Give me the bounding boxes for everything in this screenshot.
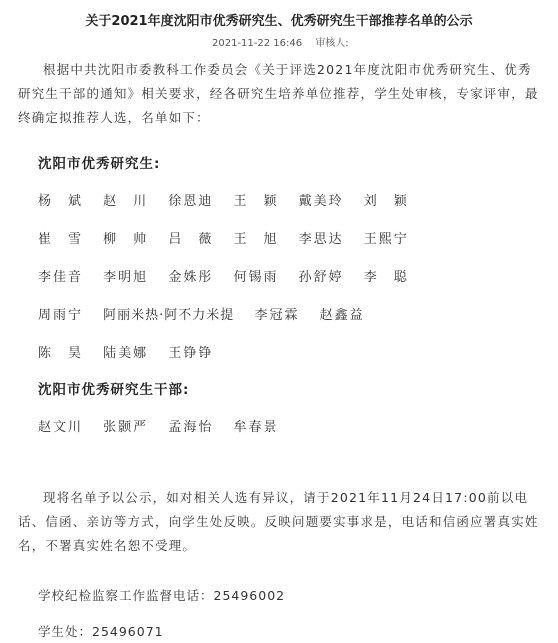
student-name: 陈 昊 xyxy=(38,346,84,361)
page-title: 关于2021年度沈阳市优秀研究生、优秀研究生干部推荐名单的公示 xyxy=(85,14,473,29)
student-name: 吕 薇 xyxy=(168,232,214,247)
student-name: 孙舒婷 xyxy=(298,270,344,285)
reviewer-label: 审核人: xyxy=(315,38,349,49)
student-name: 李冠霖 xyxy=(254,308,300,323)
student-name: 杨 斌 xyxy=(38,194,84,209)
student-name: 王铮铮 xyxy=(168,346,214,361)
student-name: 戴美玲 xyxy=(298,194,344,209)
student-name: 徐恩迪 xyxy=(168,194,214,209)
notice-paragraph: 现将名单予以公示，如对相关人选有异议，请于2021年11月24日17:00前以电话、信函、亲访等方式，向学生处反映。反映问题要实事求是，电话和信函应署真实姓名，不署真实姓名恕不受理。 xyxy=(18,490,539,553)
student-name: 赵 川 xyxy=(103,194,149,209)
student-name: 柳 帅 xyxy=(103,232,149,247)
name-row xyxy=(38,304,381,323)
name-row xyxy=(38,228,425,247)
student-name: 王 颖 xyxy=(233,194,279,209)
cadre-name: 孟海怡 xyxy=(168,420,214,435)
name-row xyxy=(38,342,229,361)
student-name: 金姝彤 xyxy=(168,270,214,285)
student-office-phone: 学生处：25496071 xyxy=(38,624,164,639)
student-name: 阿丽米热·阿不力米提 xyxy=(103,308,235,323)
student-name: 李佳音 xyxy=(38,270,84,285)
intro-paragraph: 根据中共沈阳市委教科工作委员会《关于评选2021年度沈阳市优秀研究生、优秀研究生干部的通知》相关要求，经各研究生培养单位推荐，学生处审核，专家评审，最终确定拟推荐人选，名单如下： xyxy=(18,62,539,125)
supervision-phone: 学校纪检监察工作监督电话：25496002 xyxy=(38,588,286,603)
name-row xyxy=(38,416,294,435)
student-name: 李明旭 xyxy=(103,270,149,285)
student-name: 李思达 xyxy=(298,232,344,247)
student-name: 陆美娜 xyxy=(103,346,149,361)
student-name: 李 聪 xyxy=(363,270,409,285)
student-name: 周雨宁 xyxy=(38,308,84,323)
student-name: 王熙宁 xyxy=(363,232,409,247)
student-name: 刘 颖 xyxy=(363,194,409,209)
publish-datetime: 2021-11-22 16:46 xyxy=(212,38,303,49)
student-name: 赵鑫益 xyxy=(319,308,365,323)
section-heading-cadres: 沈阳市优秀研究生干部: xyxy=(38,382,190,398)
student-name: 何锡雨 xyxy=(233,270,279,285)
section-heading-graduates: 沈阳市优秀研究生: xyxy=(38,156,161,172)
name-row xyxy=(38,266,425,285)
student-name: 王 旭 xyxy=(233,232,279,247)
meta-info xyxy=(212,34,359,49)
cadre-name: 牟春景 xyxy=(233,420,279,435)
cadre-name: 张颢严 xyxy=(103,420,149,435)
cadre-name: 赵文川 xyxy=(38,420,84,435)
name-row xyxy=(38,190,425,209)
student-name: 崔 雪 xyxy=(38,232,84,247)
